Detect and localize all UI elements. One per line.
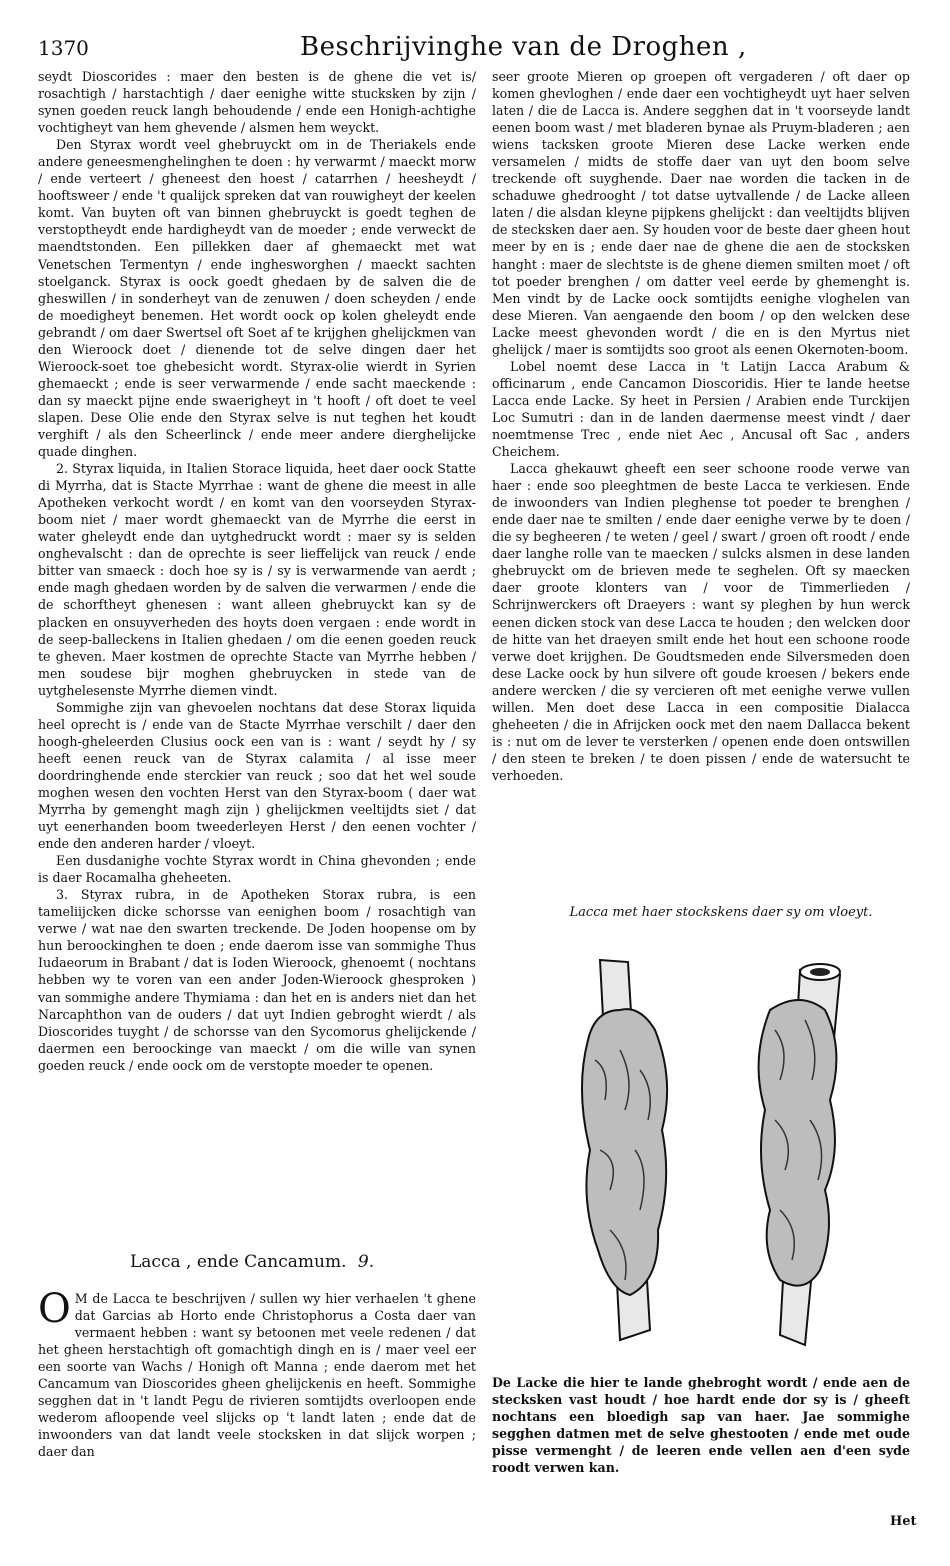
left-column [38, 68, 476, 1074]
paragraph: Lacca ghekauwt gheeft een seer schoone roode verwe van haer : ende soo pleeghtmen de beste Lacca te verkiesen. Ende de inwoonders van Indien pleghense tot poeder te brenghen / ende daer nae te smilten / ende daer eenighe verwe by te doen / die sy begheeren / te weten / geel / swart / groen oft roodt / ende daer langhe rolle van te maecken / sulcks alsmen in dese landen ghebruyckt om de brieven mede te seghelen. Oft sy maecken daer groote klonters van / voor de Timmerlieden / Schrijnwerckers oft Draeyers : want sy pleghen by hun werck eenen dicken stock van dese Lacca te houden ; den welcken door de hitte van het draeyen smilt ende het hout een schoone roode verwe doet krijghen. De Goudtsmeden ende Silversmeden doen dese Lacke oock by hun silvere oft goude kroesen / bekers ende andere wercken / die sy vercieren oft met eenighe verwe vullen willen. Men doet dese Lacca in een compositie Dialacca gheheeten / die in Afrijcken oock met den naem Dallacca bekent is : nut om de lever te versterken / openen ende doen ontswillen / den steen te breken / te doen pissen / ende de watersucht te verhoeden. [492, 461, 910, 783]
right-stick [759, 964, 840, 1345]
running-title: Beschrijvinghe van de Droghen , [300, 32, 747, 62]
figure-text: De Lacke die hier te lande ghebroght wordt / ende aen de stecksken vast houdt / hoe hardt ende dor sy is / gheeft nochtans een bloedigh sap van haer. Jae sommighe segghen datmen met de selve ghestooten / ende met oude pisse vermenght / de leeren ende vellen aen d'een syde roodt verwen kan. [492, 1375, 910, 1475]
paragraph: 2. Styrax liquida, in Italien Storace liquida, heet daer oock Statte di Myrrha, dat is Stacte Myrrhae : want de ghene die meest in alle Apotheken verkocht wordt / en komt van den voorseyden Styrax-boom niet / maer wordt ghemaeckt van de Myrrhe die eerst in water gheleydt ende dan uytghedruckt wordt : maer sy is selden onghevalscht : dan de oprechte is seer lieffelijck van reuck / ende bitter van smaeck : doch hoe sy is / sy is verwarmende van aerdt ; ende magh ghedaen worden by de salven die verwarmen / ende die de schorftheyt ghenesen : want alleen ghebruyckt kan sy de placken en onsuyverheden des hoyts doen vergaen : ende wordt in de seep-balleckens in Italien ghedaen / om die eenen goeden reuck te gheven. Maer kostmen de oprechte Stacte van Myrrhe hebben / men soudese bijr moghen ghebruycken in stede van de uytghelesenste Myrrhe diemen vindt. [38, 461, 476, 698]
figure-caption: Lacca met haer stockskens daer sy om vloeyt. [569, 905, 873, 920]
right-column [492, 68, 910, 784]
section-heading [130, 1252, 374, 1272]
paragraph: seydt Dioscorides : maer den besten is de ghene die vet is/ rosachtigh / harstachtigh / daer eenighe witte stucksken by zijn / synen goeden reuck langh behoudende / ende een Honigh-achtighe vochtigheyt van hem ghevende / alsmen hem weyckt. [38, 69, 476, 136]
section-body [38, 1286, 476, 1460]
paragraph: Sommighe zijn van ghevoelen nochtans dat dese Storax liquida heel oprecht is / ende van de Stacte Myrrhae verschilt / daer den hoogh-gheleerden Clusius oock een van is : want / seydt hy / sy heeft eenen reuck van de Styrax calamita / al isse meer doordringhende ende sterckier van reuck ; soo dat het wel soude moghen wesen den vochten Herst van den Styrax-boom ( daer wat Myrrha by gemenght magh zijn ) ghelijckmen veeltijdts siet / dat uyt eenerhanden boom tweederleyen Herst / den eenen vochter / ende den anderen harder / vloeyt. [38, 699, 476, 852]
section-number: 9. [357, 1252, 375, 1272]
paragraph: Lobel noemt dese Lacca in 't Latijn Lacca Arabum & officinarum , ende Cancamon Dioscoridis. Hier te lande heetse Lacca ende Lacke. Sy heet in Persien / Arabien ende Turckijen Loc Sumutri : dan in de landen daermense meest vindt / daer noemtmense Trec , ende niet Aec , Ancusal oft Sac , anders Cheichem. [492, 358, 910, 460]
lacca-sticks-image [580, 950, 910, 1350]
paragraph: seer groote Mieren op groepen oft vergaderen / oft daer op komen ghevloghen / ende daer een vochtigheydt uyt haer selven laten / die de Lacca is. Andere segghen dat in 't voorseyde landt eenen boom wast / met bladeren bynae als Pruym-bladeren ; aen wiens tacksken groote Mieren dese Lacke werken ende versamelen / midts de stoffe daer van uyt den boom selve treckende oft suyghende. Daer nae worden die tacken in de schaduwe ghedrooght / tot datse uytvallende / de Lacke alleen laten / die alsdan kleyne pijpkens ghelijckt : dan veeltijdts blijven de stecksken daer aen. Sy houden voor de beste daer gheen hout meer by en is ; ende daer nae de ghene die aen de stocksken hanght : maer de slechtste is de ghene diemen smilten moet / oft tot poeder brenghen / om datter veel eerde by ghemenght is. Men vindt by de Lacke oock somtijdts eenighe vloghelen van dese Mieren. Van aengaende den boom / op den welcken dese Lacke meest ghevonden wordt / die en is den Myrtus niet ghelijck / maer is somtijdts soo groot als eenen Okernoten-boom. [492, 69, 910, 357]
page-number: 1370 [38, 36, 89, 60]
left-stick [582, 960, 667, 1340]
catchword: Het [890, 1514, 917, 1529]
paragraph: Een dusdanighe vochte Styrax wordt in China ghevonden ; ende is daer Rocamalha gheheeten. [38, 853, 476, 886]
paragraph: Den Styrax wordt veel ghebruyckt om in de Theriakels ende andere geneesmenghelinghen te doen : hy verwarmt / maeckt morw / ende verteert / gheneest den hoest / catarrhen / heesheydt / hooftsweer / ende 't qualijck spreken dat van rouwigheyt der keelen komt. Van buyten oft van binnen ghebruyckt is goedt teghen de verstoptheydt ende hardigheydt van de moeder ; ende verweckt de maendtstonden. Een pillekken daer af ghemaeckt met wat Venetschen Termentyn / ende inghesworghen / maeckt sachten stoelganck. Styrax is oock goedt ghedaen by de salven die de gheswillen / in sonderheyt van de zenuwen / doen scheyden / ende de moedigheyt benemen. Het wordt oock op kolen gheleydt ende gebrandt / om daer Swertsel oft Soet af te krijghen ghelijckmen van den Wieroock doet / dienende tot de selve dingen daer het Wieroock-soet toe ghebesicht wordt. Styrax-olie wierdt in Syrien ghemaeckt ; ende is seer verwarmende / ende sacht maeckende : dan sy maeckt pijne ende swaerigheyt in 't hooft / oft doet te veel slapen. Dese Olie ende den Styrax selve is nut teghen het koudt verghift / als den Scheerlinck / ende meer andere dierghelijcke quade dinghen. [38, 137, 476, 460]
lacca-illustration [580, 950, 910, 1350]
section-title: Lacca , ende Cancamum. [130, 1252, 347, 1272]
paragraph: 3. Styrax rubra, in de Apotheken Storax rubra, is een tameliijcken dicke schorsse van eenighen boom / rosachtigh van verwe / wat nae den swarten treckende. De Joden hoopense om by hun beroockinghen te doen ; ende daerom isse van sommighe Thus Iudaeorum in Brabant / dat is Ioden Wieroock, ghenoemt ( nochtans hebben wy te voren van een ander Joden-Wieroock ghesproken ) van sommighe andere Thymiama : dan het en is anders niet dan het Narcaphthon van de ouders / dat uyt Indien gebroght wierdt / als Dioscorides tuyght / de schorsse van den Sycomorus ghelijckende / daermen een beroockinge van maeckt / om die wille van synen goeden reuck / ende oock om de verstopte moeder te openen. [38, 887, 476, 1073]
section-text: M de Lacca te beschrijven / sullen wy hier verhaelen 't ghene dat Garcias ab Horto ende Christophorus a Costa daer van vermaent hebben : want sy betoonen met veele redenen / dat het gheen herstachtigh oft gomachtigh dingh en is / maer veel eer een soorte van Wachs / Honigh oft Manna ; ende daerom met het Cancamum van Dioscorides gheen ghelijckenis en heeft. Sommighe segghen dat in 't landt Pegu de rivieren somtijdts overloopen ende wederom afloopende veel slijcks op 't landt laten ; ende dat de inwoonders van dat landt veele stocksken in dat slijck worpen ; daer dan [38, 1291, 476, 1460]
dropcap: O [38, 1286, 71, 1332]
